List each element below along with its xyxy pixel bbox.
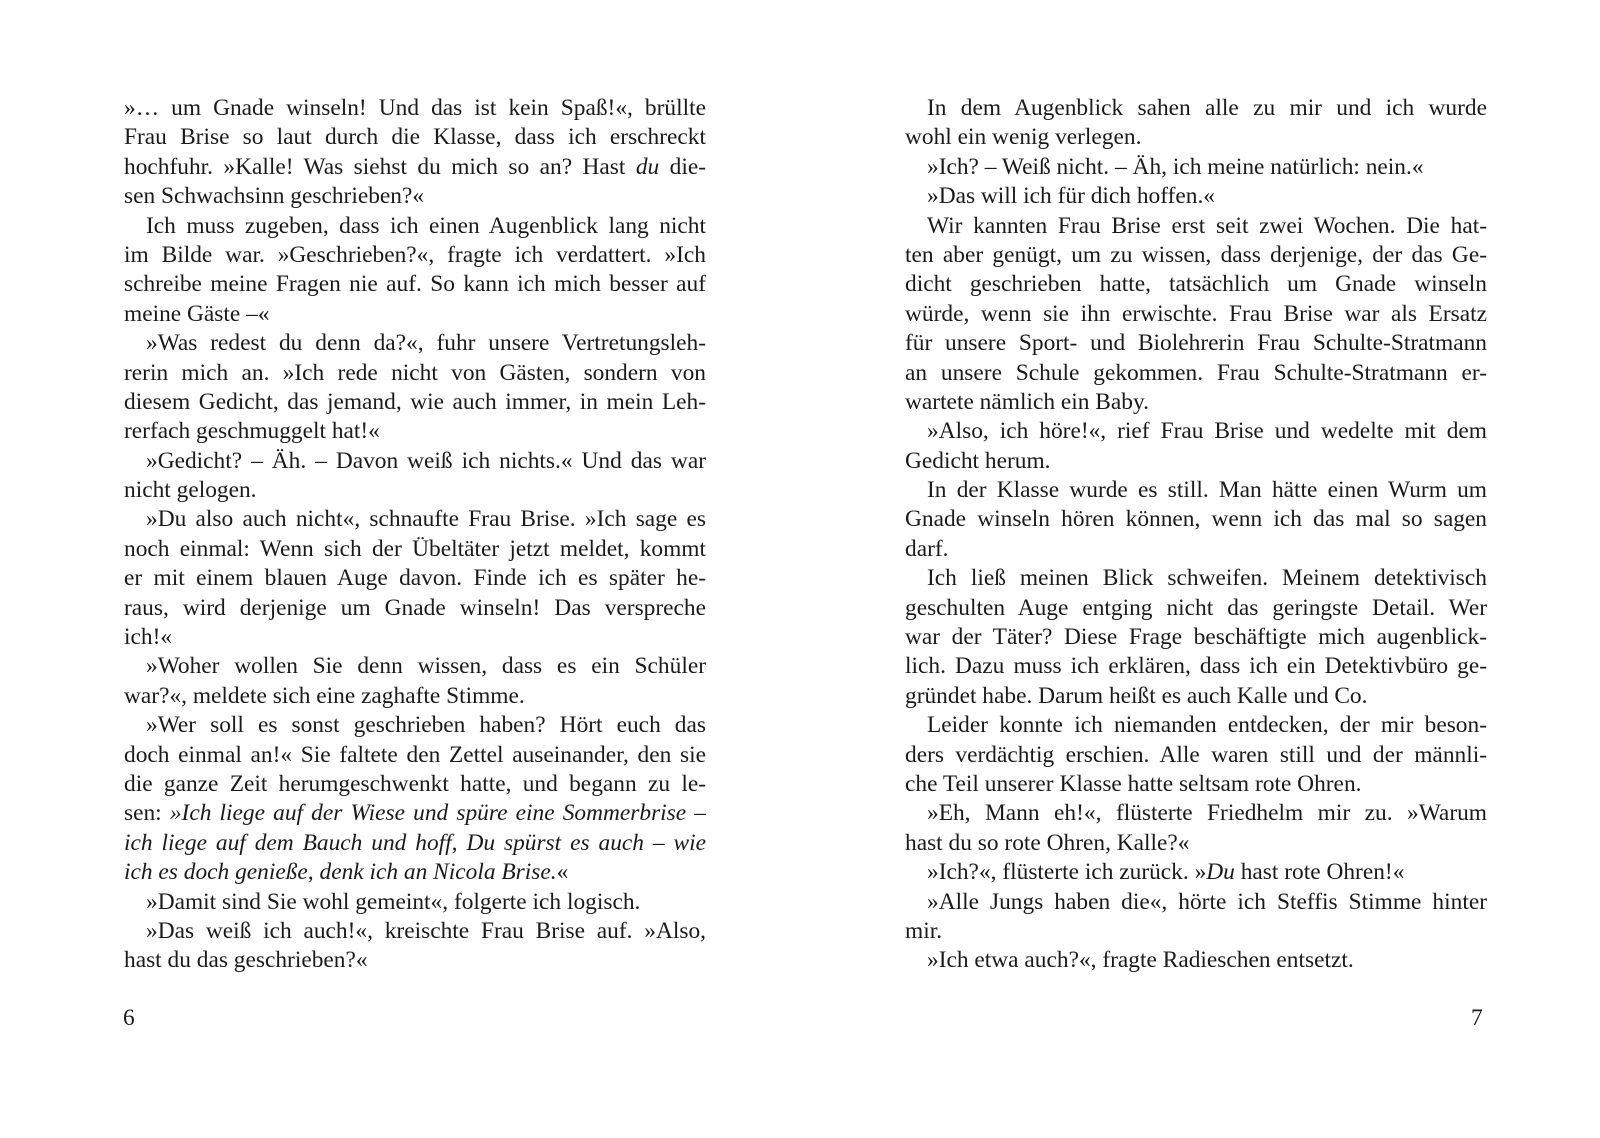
- text-line: [905, 388, 1487, 417]
- line-text: würde, wenn sie ihn erwischte. Frau Brise war als Ersatz: [905, 300, 1487, 327]
- page-number-left: 6: [123, 1005, 135, 1031]
- text-line: [124, 946, 706, 975]
- text-line: [905, 946, 1487, 975]
- line-text: im Bilde war. »Geschrieben?«, fragte ich verdattert. »Ich: [124, 241, 706, 268]
- text-line: [124, 476, 706, 505]
- line-text: die ganze Zeit herumgeschwenkt hatte, und begann zu le-: [124, 770, 706, 797]
- italic-text: du: [635, 153, 660, 180]
- line-text: geschulten Auge entging nicht das geringste Detail. Wer: [905, 594, 1487, 621]
- line-text: »Das will ich für dich hoffen.«: [927, 183, 1215, 210]
- line-text: ders verdächtig erschien. Alle waren still und der männli-: [905, 741, 1487, 768]
- line-text: nicht gelogen.: [124, 477, 257, 504]
- italic-text: ich liege auf dem Bauch und hoff, Du spürst es auch – wie: [124, 829, 706, 856]
- line-text: hast rote Ohren!«: [1234, 859, 1405, 886]
- text-line: [905, 505, 1487, 534]
- text-line: [905, 741, 1487, 770]
- right-page: [905, 94, 1487, 976]
- line-text: Ich ließ meinen Blick schweifen. Meinem detektivisch: [927, 565, 1487, 592]
- italic-text: »Ich liege auf der Wiese und spüre eine Sommerbrise –: [169, 800, 706, 827]
- text-line: [124, 94, 706, 123]
- text-line: [905, 241, 1487, 270]
- text-line: [124, 623, 706, 652]
- text-line: [905, 476, 1487, 505]
- text-line: [905, 564, 1487, 593]
- text-line: [905, 94, 1487, 123]
- line-text: sen:: [124, 800, 170, 827]
- line-text: »Du also auch nicht«, schnaufte Frau Brise. »Ich sage es: [146, 506, 706, 533]
- text-line: [905, 623, 1487, 652]
- line-text: raus, wird derjenige um Gnade winseln! Das verspreche: [124, 594, 706, 621]
- line-text: Wir kannten Frau Brise erst seit zwei Wochen. Die hat-: [927, 212, 1487, 239]
- text-line: [124, 329, 706, 358]
- line-text: diesem Gedicht, das jemand, wie auch immer, in mein Leh-: [124, 388, 706, 415]
- text-line: [905, 300, 1487, 329]
- text-line: [905, 917, 1487, 946]
- text-line: [905, 594, 1487, 623]
- text-line: [905, 888, 1487, 917]
- line-text: Frau Brise so laut durch die Klasse, dass ich erschreckt: [124, 124, 706, 151]
- line-text: In der Klasse wurde es still. Man hätte einen Wurm um: [927, 477, 1487, 504]
- line-text: »Ich? – Weiß nicht. – Äh, ich meine natürlich: nein.«: [927, 153, 1424, 180]
- line-text: »Damit sind Sie wohl gemeint«, folgerte ich logisch.: [146, 888, 641, 915]
- text-line: [124, 123, 706, 152]
- line-text: Gedicht herum.: [905, 447, 1051, 474]
- line-text: hochfuhr. »Kalle! Was siehst du mich so an? Hast: [124, 153, 636, 180]
- line-text: Ich muss zugeben, dass ich einen Augenblick lang nicht: [146, 212, 706, 239]
- text-line: [905, 329, 1487, 358]
- text-line: [905, 682, 1487, 711]
- text-line: [905, 359, 1487, 388]
- line-text: ten aber genügt, um zu wissen, dass derjenige, der das Ge-: [905, 241, 1487, 268]
- line-text: schreibe meine Fragen nie auf. So kann ich mich besser auf: [124, 271, 706, 298]
- left-page: [124, 94, 706, 976]
- line-text: lich. Dazu muss ich erklären, dass ich ein Detektivbüro ge-: [905, 653, 1487, 680]
- text-line: [905, 447, 1487, 476]
- line-text: die-: [659, 153, 706, 180]
- line-text: Leider konnte ich niemanden entdecken, der mir beson-: [927, 712, 1487, 739]
- line-text: »Alle Jungs haben die«, hörte ich Steffis Stimme hinter: [927, 888, 1487, 915]
- text-line: [124, 770, 706, 799]
- text-line: [124, 300, 706, 329]
- line-text: »Ich etwa auch?«, fragte Radieschen entsetzt.: [927, 947, 1354, 974]
- text-line: [124, 153, 706, 182]
- line-text: wohl ein wenig verlegen.: [905, 124, 1142, 151]
- line-text: »Ich?«, flüsterte ich zurück. »: [927, 859, 1207, 886]
- text-line: [124, 505, 706, 534]
- text-line: [124, 241, 706, 270]
- text-line: [124, 682, 706, 711]
- text-line: [124, 799, 706, 828]
- line-text: er mit einem blauen Auge davon. Finde ich es später he-: [124, 565, 706, 592]
- text-line: [124, 182, 706, 211]
- line-text: hast du so rote Ohren, Kalle?«: [905, 829, 1190, 856]
- text-line: [124, 270, 706, 299]
- page-number-right: 7: [1471, 1005, 1483, 1031]
- text-line: [905, 711, 1487, 740]
- text-line: [905, 858, 1487, 887]
- line-text: »Eh, Mann eh!«, flüsterte Friedhelm mir zu. »Warum: [927, 800, 1487, 827]
- line-text: »Woher wollen Sie denn wissen, dass es ein Schüler: [146, 653, 706, 680]
- text-line: [905, 829, 1487, 858]
- italic-text: Du: [1206, 859, 1235, 886]
- line-text: »Das weiß ich auch!«, kreischte Frau Brise auf. »Also,: [146, 917, 706, 944]
- text-line: [905, 123, 1487, 152]
- text-line: [905, 153, 1487, 182]
- line-text: sen Schwachsinn geschrieben?«: [124, 183, 425, 210]
- line-text: hast du das geschrieben?«: [124, 947, 368, 974]
- line-text: war?«, meldete sich eine zaghafte Stimme.: [124, 682, 525, 709]
- text-line: [124, 711, 706, 740]
- line-text: Gnade winseln hören können, wenn ich das mal so sagen: [905, 506, 1487, 533]
- line-text: gründet habe. Darum heißt es auch Kalle und Co.: [905, 682, 1368, 709]
- text-line: [124, 594, 706, 623]
- text-line: [905, 799, 1487, 828]
- line-text: rerin mich an. »Ich rede nicht von Gästen, sondern von: [124, 359, 706, 386]
- text-line: [124, 829, 706, 858]
- line-text: an unsere Schule gekommen. Frau Schulte-Stratmann er-: [905, 359, 1487, 386]
- text-line: [124, 388, 706, 417]
- line-text: »Was redest du denn da?«, fuhr unsere Vertretungsleh-: [146, 330, 706, 357]
- line-text: dicht geschrieben hatte, tatsächlich um Gnade winseln: [905, 271, 1487, 298]
- italic-text: ich es doch genieße, denk ich an Nicola Brise.: [124, 859, 557, 886]
- text-line: [124, 858, 706, 887]
- line-text: doch einmal an!« Sie faltete den Zettel auseinander, den sie: [124, 741, 706, 768]
- line-text: »… um Gnade winseln! Und das ist kein Spaß!«, brüllte: [124, 95, 706, 121]
- text-line: [905, 212, 1487, 241]
- line-text: »Wer soll es sonst geschrieben haben? Hört euch das: [146, 712, 706, 739]
- text-line: [905, 652, 1487, 681]
- line-text: war der Täter? Diese Frage beschäftigte mich augenblick-: [905, 624, 1487, 651]
- text-line: [124, 535, 706, 564]
- text-line: [124, 564, 706, 593]
- line-text: mir.: [905, 917, 943, 944]
- line-text: »Also, ich höre!«, rief Frau Brise und wedelte mit dem: [927, 418, 1487, 445]
- line-text: wartete nämlich ein Baby.: [905, 388, 1149, 415]
- line-text: che Teil unserer Klasse hatte seltsam rote Ohren.: [905, 770, 1362, 797]
- line-text: rerfach geschmuggelt hat!«: [124, 418, 380, 445]
- text-line: [905, 770, 1487, 799]
- text-line: [905, 270, 1487, 299]
- text-line: [124, 417, 706, 446]
- line-text: noch einmal: Wenn sich der Übeltäter jetzt meldet, kommt: [124, 535, 706, 562]
- text-line: [124, 888, 706, 917]
- text-line: [124, 447, 706, 476]
- text-line: [124, 917, 706, 946]
- line-text: «: [556, 859, 569, 886]
- text-line: [124, 212, 706, 241]
- text-line: [905, 417, 1487, 446]
- line-text: »Gedicht? – Äh. – Davon weiß ich nichts.« Und das war: [146, 447, 706, 474]
- line-text: In dem Augenblick sahen alle zu mir und ich wurde: [927, 95, 1487, 121]
- text-line: [124, 741, 706, 770]
- text-line: [124, 359, 706, 388]
- text-line: [124, 652, 706, 681]
- line-text: für unsere Sport- und Biolehrerin Frau Schulte-Stratmann: [905, 330, 1487, 357]
- line-text: ich!«: [124, 624, 173, 651]
- line-text: meine Gäste –«: [124, 300, 270, 327]
- line-text: darf.: [905, 535, 949, 562]
- text-line: [905, 182, 1487, 211]
- text-line: [905, 535, 1487, 564]
